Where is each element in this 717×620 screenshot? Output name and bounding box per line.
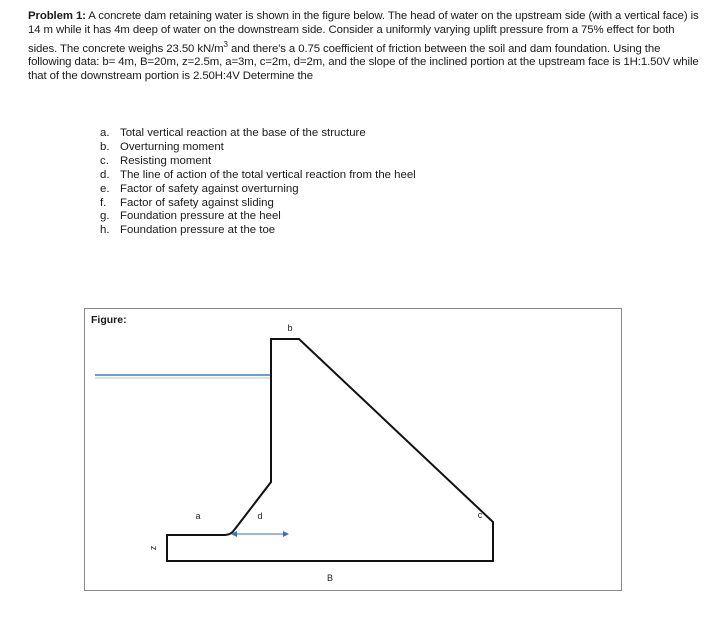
figure-panel <box>84 308 622 591</box>
task-item: a. Total vertical reaction at the base of the structure <box>100 127 366 139</box>
figure-title: Figure: <box>91 314 127 326</box>
task-item: g. Foundation pressure at the heel <box>100 210 281 223</box>
label-z: z <box>148 545 158 551</box>
unit-superscript: 3 <box>223 39 228 49</box>
task-list <box>100 127 416 238</box>
label-B: B <box>326 573 334 583</box>
task-item: b. Overturning moment <box>100 140 224 153</box>
task-item: d. The line of action of the total vertical reaction from the heel <box>100 168 416 181</box>
label-b: b <box>287 323 293 333</box>
task-item: f. Factor of safety against sliding <box>100 196 274 209</box>
label-d: d <box>257 511 263 521</box>
task-item: h. Foundation pressure at the toe <box>100 224 276 237</box>
problem-statement <box>28 10 700 84</box>
task-item: c. Resisting moment <box>100 154 212 167</box>
problem-text: A concrete dam retaining water is shown in the figure below. The head of water on the upstream side (with a vertical face) is 14 m while it has 4m deep of water on the downstream side. Consider a uniformly varying uplift pressure from a 75% effect for both sides. The concrete weighs 23.50 kN/m <box>28 10 699 55</box>
arrowhead-right <box>283 531 289 537</box>
dam-figure <box>85 309 621 590</box>
problem-label: Problem 1: <box>28 10 86 22</box>
problem-text-continued: and there's a 0.75 coefficient of friction between the soil and dam foundation. Using the following data: b= 4m, B=20m, z=2.5m, a=3m, c=2m, d=2m, and the slope of the inclined portion at the upstream face is 1H:1.50V while that of the downstream portion is 2.50H:4V Determine the <box>28 42 699 82</box>
label-a: a <box>195 511 201 521</box>
dam-outline <box>167 339 493 561</box>
label-c: c <box>477 510 483 520</box>
task-item: e. Factor of safety against overturning <box>100 182 299 195</box>
